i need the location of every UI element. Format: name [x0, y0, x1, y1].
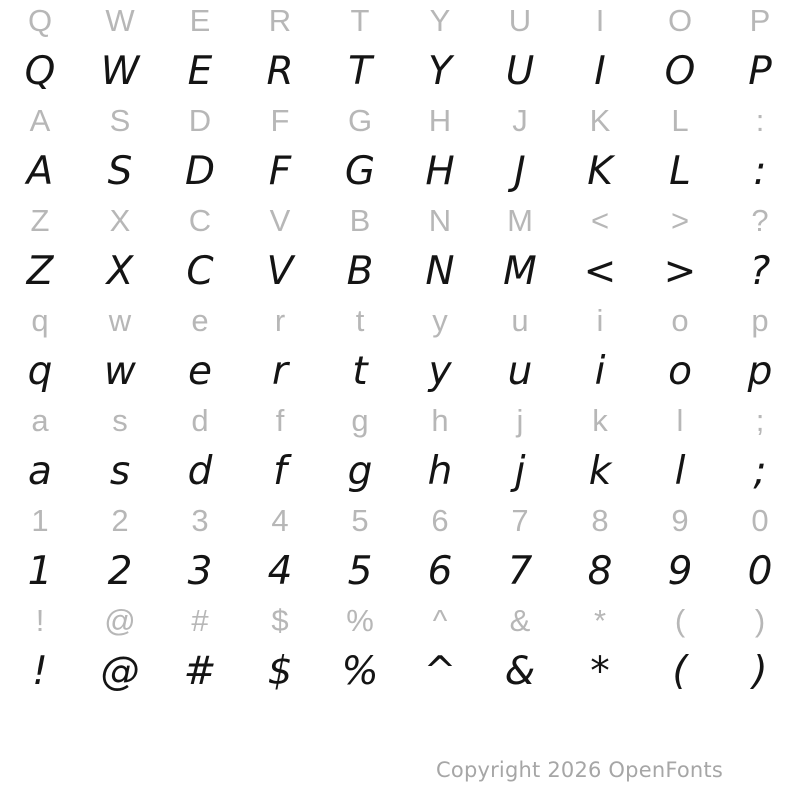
specimen-row-uppercase-bottom-row — [0, 240, 800, 300]
specimen-glyph: g — [347, 449, 373, 494]
specimen-glyph: % — [341, 649, 379, 694]
specimen-glyph: Z — [26, 249, 54, 294]
reference-glyph: O — [667, 2, 693, 38]
specimen-glyph: 0 — [747, 549, 773, 594]
reference-glyph: ; — [755, 402, 765, 438]
specimen-row-lowercase-top-row — [0, 340, 800, 400]
reference-glyph: k — [592, 402, 608, 438]
reference-glyph: i — [596, 302, 604, 338]
reference-glyph: $ — [271, 602, 289, 638]
reference-glyph: 3 — [191, 502, 209, 538]
specimen-glyph: a — [28, 449, 52, 494]
reference-glyph: M — [507, 202, 533, 238]
specimen-glyph: 2 — [107, 549, 133, 594]
specimen-glyph: C — [186, 249, 214, 294]
reference-glyph: g — [351, 402, 369, 438]
specimen-glyph: $ — [267, 649, 293, 694]
specimen-glyph: 7 — [507, 549, 533, 594]
reference-glyph: 9 — [671, 502, 689, 538]
reference-glyph: Y — [429, 2, 451, 38]
specimen-glyph: D — [184, 149, 216, 194]
reference-glyph: V — [269, 202, 291, 238]
specimen-glyph: I — [594, 49, 606, 94]
specimen-glyph: 5 — [347, 549, 373, 594]
reference-glyph: 2 — [111, 502, 129, 538]
reference-glyph: H — [428, 102, 452, 138]
glyph-pair-uppercase-bottom-row — [0, 200, 800, 300]
reference-glyph: ^ — [432, 602, 448, 638]
reference-glyph: D — [188, 102, 212, 138]
reference-glyph: G — [347, 102, 373, 138]
reference-row-lowercase-top-row — [0, 300, 800, 340]
reference-row-uppercase-top-row — [0, 0, 800, 40]
specimen-glyph: V — [266, 249, 294, 294]
specimen-glyph: F — [268, 149, 292, 194]
glyph-pair-digits-row — [0, 500, 800, 600]
specimen-glyph: R — [266, 49, 294, 94]
reference-glyph: l — [676, 402, 684, 438]
reference-glyph: * — [593, 602, 607, 638]
specimen-glyph: J — [514, 149, 526, 194]
specimen-glyph: d — [187, 449, 213, 494]
reference-glyph: t — [355, 302, 365, 338]
specimen-glyph: 4 — [267, 549, 293, 594]
specimen-glyph: ^ — [423, 649, 457, 694]
specimen-row-uppercase-top-row — [0, 40, 800, 100]
glyph-pair-uppercase-top-row — [0, 0, 800, 100]
specimen-glyph: p — [747, 349, 773, 394]
reference-glyph: 6 — [431, 502, 449, 538]
reference-glyph: 0 — [751, 502, 769, 538]
reference-glyph: S — [109, 102, 131, 138]
reference-glyph: & — [509, 602, 531, 638]
specimen-glyph: H — [425, 149, 455, 194]
specimen-glyph: t — [352, 349, 368, 394]
reference-glyph: o — [671, 302, 689, 338]
specimen-glyph: e — [188, 349, 212, 394]
specimen-glyph: i — [594, 349, 606, 394]
reference-glyph: N — [428, 202, 452, 238]
specimen-glyph: ) — [752, 649, 768, 694]
reference-glyph: R — [268, 2, 292, 38]
reference-glyph: K — [589, 102, 611, 138]
specimen-glyph: W — [100, 49, 140, 94]
specimen-glyph: 8 — [587, 549, 613, 594]
reference-glyph: y — [432, 302, 448, 338]
reference-glyph: h — [431, 402, 449, 438]
reference-glyph: j — [516, 402, 524, 438]
specimen-glyph: S — [107, 149, 133, 194]
reference-glyph: X — [109, 202, 131, 238]
specimen-glyph: : — [753, 149, 767, 194]
specimen-glyph: l — [674, 449, 686, 494]
specimen-glyph: O — [664, 49, 696, 94]
reference-glyph: C — [188, 202, 212, 238]
specimen-glyph: L — [669, 149, 691, 194]
specimen-glyph: r — [271, 349, 289, 394]
reference-glyph: % — [346, 602, 374, 638]
specimen-glyph: q — [27, 349, 53, 394]
specimen-glyph: E — [187, 49, 213, 94]
reference-row-lowercase-home-row — [0, 400, 800, 440]
specimen-glyph: < — [583, 249, 617, 294]
reference-glyph: < — [590, 202, 610, 238]
specimen-glyph: P — [748, 49, 772, 94]
specimen-glyph: w — [104, 349, 136, 394]
specimen-glyph: T — [348, 49, 372, 94]
specimen-glyph: h — [427, 449, 453, 494]
specimen-glyph: k — [588, 449, 612, 494]
reference-row-digits-row — [0, 500, 800, 540]
reference-glyph: P — [749, 2, 771, 38]
reference-glyph: F — [270, 102, 290, 138]
specimen-glyph: > — [663, 249, 697, 294]
glyph-pair-symbols-row — [0, 600, 800, 700]
reference-row-symbols-row — [0, 600, 800, 640]
reference-glyph: f — [275, 402, 285, 438]
specimen-glyph: & — [504, 649, 536, 694]
specimen-glyph: u — [507, 349, 533, 394]
specimen-glyph: U — [505, 49, 535, 94]
specimen-row-lowercase-home-row — [0, 440, 800, 500]
specimen-glyph: M — [503, 249, 537, 294]
reference-glyph: E — [189, 2, 211, 38]
reference-glyph: L — [671, 102, 689, 138]
reference-row-uppercase-bottom-row — [0, 200, 800, 240]
specimen-glyph: s — [109, 449, 131, 494]
reference-glyph: W — [105, 2, 135, 38]
reference-glyph: e — [191, 302, 209, 338]
specimen-glyph: X — [106, 249, 134, 294]
reference-glyph: ) — [754, 602, 766, 638]
specimen-glyph: 9 — [667, 549, 693, 594]
specimen-row-symbols-row — [0, 640, 800, 700]
specimen-glyph: Q — [24, 49, 56, 94]
specimen-glyph: y — [428, 349, 452, 394]
specimen-glyph: 6 — [427, 549, 453, 594]
reference-glyph: ! — [35, 602, 45, 638]
specimen-row-uppercase-home-row — [0, 140, 800, 200]
reference-glyph: u — [511, 302, 529, 338]
reference-glyph: B — [349, 202, 371, 238]
reference-glyph: s — [112, 402, 128, 438]
specimen-glyph: ( — [672, 649, 688, 694]
reference-glyph: J — [512, 102, 528, 138]
reference-glyph: A — [29, 102, 51, 138]
specimen-glyph: Y — [428, 49, 452, 94]
reference-glyph: # — [191, 602, 209, 638]
specimen-glyph: ! — [32, 649, 48, 694]
reference-glyph: 5 — [351, 502, 369, 538]
specimen-glyph: A — [26, 149, 54, 194]
specimen-glyph: G — [344, 149, 376, 194]
specimen-glyph: 1 — [27, 549, 53, 594]
reference-glyph: 7 — [511, 502, 529, 538]
reference-glyph: a — [31, 402, 49, 438]
reference-glyph: 8 — [591, 502, 609, 538]
specimen-glyph: B — [346, 249, 374, 294]
reference-glyph: 4 — [271, 502, 289, 538]
specimen-glyph: 3 — [187, 549, 213, 594]
reference-glyph: d — [191, 402, 209, 438]
reference-glyph: > — [670, 202, 690, 238]
reference-glyph: @ — [104, 602, 136, 638]
reference-glyph: r — [274, 302, 286, 338]
specimen-glyph: * — [590, 649, 610, 694]
specimen-glyph: ? — [749, 249, 771, 294]
specimen-glyph: f — [273, 449, 287, 494]
reference-row-uppercase-home-row — [0, 100, 800, 140]
specimen-glyph: N — [425, 249, 455, 294]
reference-glyph: U — [508, 2, 532, 38]
reference-glyph: : — [755, 102, 765, 138]
glyph-pair-uppercase-home-row — [0, 100, 800, 200]
reference-glyph: ( — [674, 602, 686, 638]
specimen-glyph: o — [668, 349, 692, 394]
reference-glyph: q — [31, 302, 49, 338]
specimen-glyph: j — [514, 449, 526, 494]
glyph-pair-lowercase-top-row — [0, 300, 800, 400]
specimen-glyph: ; — [753, 449, 767, 494]
specimen-row-digits-row — [0, 540, 800, 600]
reference-glyph: w — [108, 302, 132, 338]
reference-glyph: T — [350, 2, 370, 38]
specimen-glyph: # — [183, 649, 217, 694]
glyph-pair-lowercase-home-row — [0, 400, 800, 500]
reference-glyph: I — [595, 2, 605, 38]
reference-glyph: ? — [751, 202, 769, 238]
reference-glyph: p — [751, 302, 769, 338]
reference-glyph: Z — [30, 202, 50, 238]
reference-glyph: Q — [27, 2, 53, 38]
copyright-text: Copyright 2026 OpenFonts — [436, 758, 723, 782]
reference-glyph: 1 — [31, 502, 49, 538]
specimen-glyph: K — [587, 149, 613, 194]
specimen-glyph: @ — [100, 649, 140, 694]
